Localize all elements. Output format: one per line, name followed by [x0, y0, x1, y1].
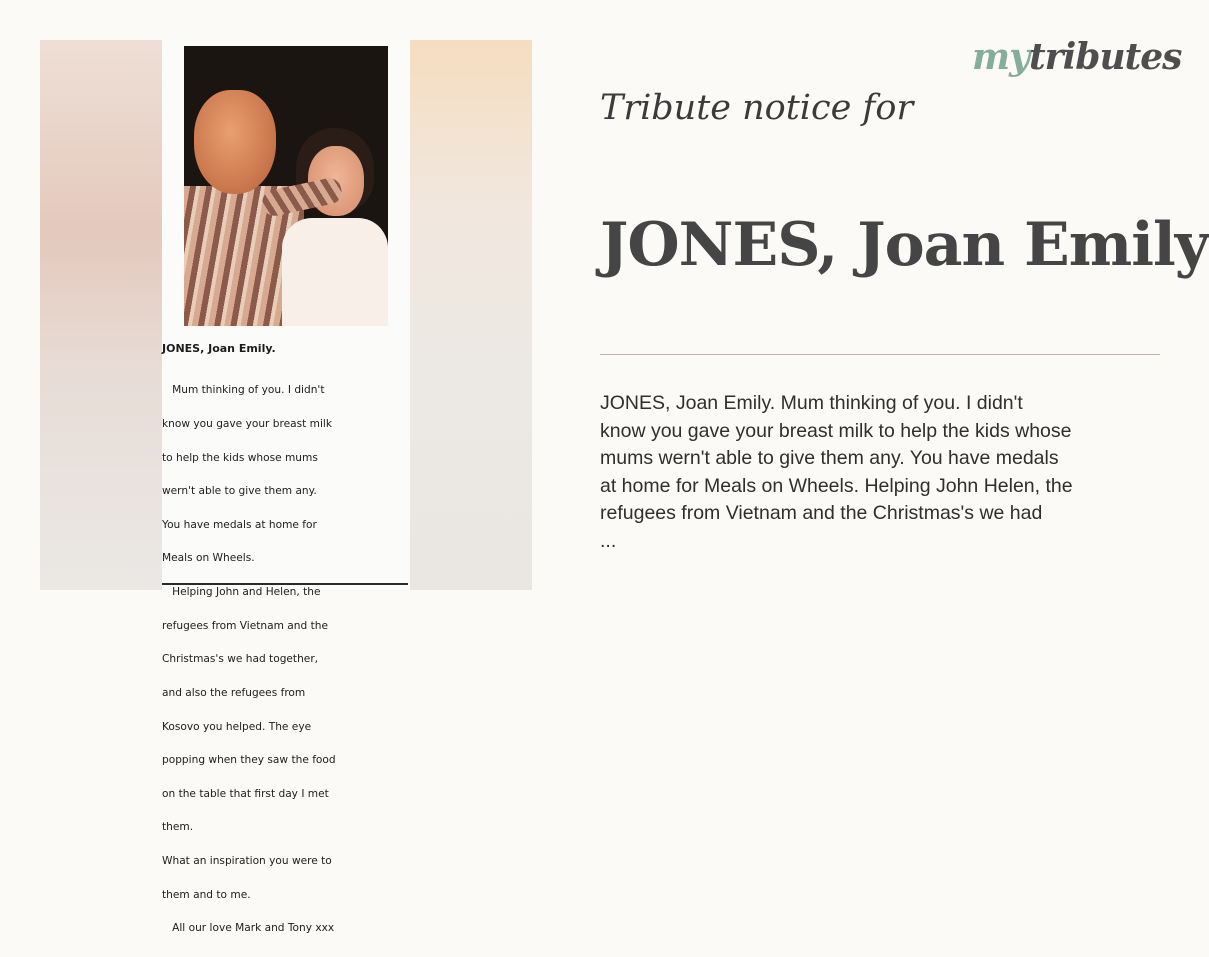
- logo-my: my: [972, 36, 1030, 78]
- clipping-rule: [162, 583, 408, 585]
- clipping-body: [162, 363, 408, 957]
- excerpt-line: JONES, Joan Emily. Mum thinking of you. I didn't: [600, 392, 1023, 414]
- clipping-line: Christmas's we had together,: [162, 653, 319, 666]
- tribute-eyebrow: Tribute notice for: [600, 88, 914, 128]
- couple-photo: [184, 46, 388, 326]
- clipping-line: wern't able to give them any.: [162, 485, 317, 498]
- clipping-line: popping when they saw the food: [162, 754, 336, 767]
- clipping-line: Kosovo you helped. The eye: [162, 720, 312, 733]
- clipping-line: on the table that first day I met: [162, 787, 329, 800]
- image-blur-left: [40, 40, 162, 590]
- clipping-line: to help the kids whose mums: [162, 451, 318, 464]
- mytributes-logo: [972, 36, 1181, 78]
- clipping-line: What an inspiration you were to: [162, 854, 332, 867]
- excerpt-ellipsis: ...: [600, 529, 617, 552]
- photo-man-face: [194, 90, 276, 194]
- tribute-excerpt: [600, 390, 1160, 555]
- clipping-line: and also the refugees from: [162, 686, 306, 699]
- notice-image: [40, 40, 532, 935]
- clipping-line: Helping John and Helen, the: [162, 586, 321, 599]
- image-blur-right: [410, 40, 532, 590]
- photo-woman-top: [282, 218, 388, 326]
- excerpt-line: know you gave your breast milk to help the kids whose: [600, 419, 1072, 442]
- excerpt-line: at home for Meals on Wheels. Helping John Helen, the: [600, 474, 1073, 497]
- excerpt-line: refugees from Vietnam and the Christmas's we had: [600, 502, 1043, 524]
- clipping-line: them and to me.: [162, 888, 251, 901]
- clipping-line: Meals on Wheels.: [162, 552, 255, 565]
- divider: [600, 354, 1160, 355]
- clipping-line: refugees from Vietnam and the: [162, 619, 328, 632]
- clipping-title: JONES, Joan Emily.: [162, 342, 276, 355]
- newspaper-clipping: [162, 40, 410, 935]
- clipping-line: All our love Mark and Tony xxx: [162, 922, 335, 935]
- deceased-name: JONES, Joan Emily: [600, 210, 1209, 280]
- clipping-line: them.: [162, 821, 194, 834]
- excerpt-line: mums wern't able to give them any. You have medals: [600, 447, 1059, 469]
- clipping-line: know you gave your breast milk: [162, 418, 332, 431]
- logo-tributes: tributes: [1029, 36, 1182, 78]
- clipping-line: Mum thinking of you. I didn't: [162, 384, 325, 397]
- clipping-line: You have medals at home for: [162, 518, 317, 531]
